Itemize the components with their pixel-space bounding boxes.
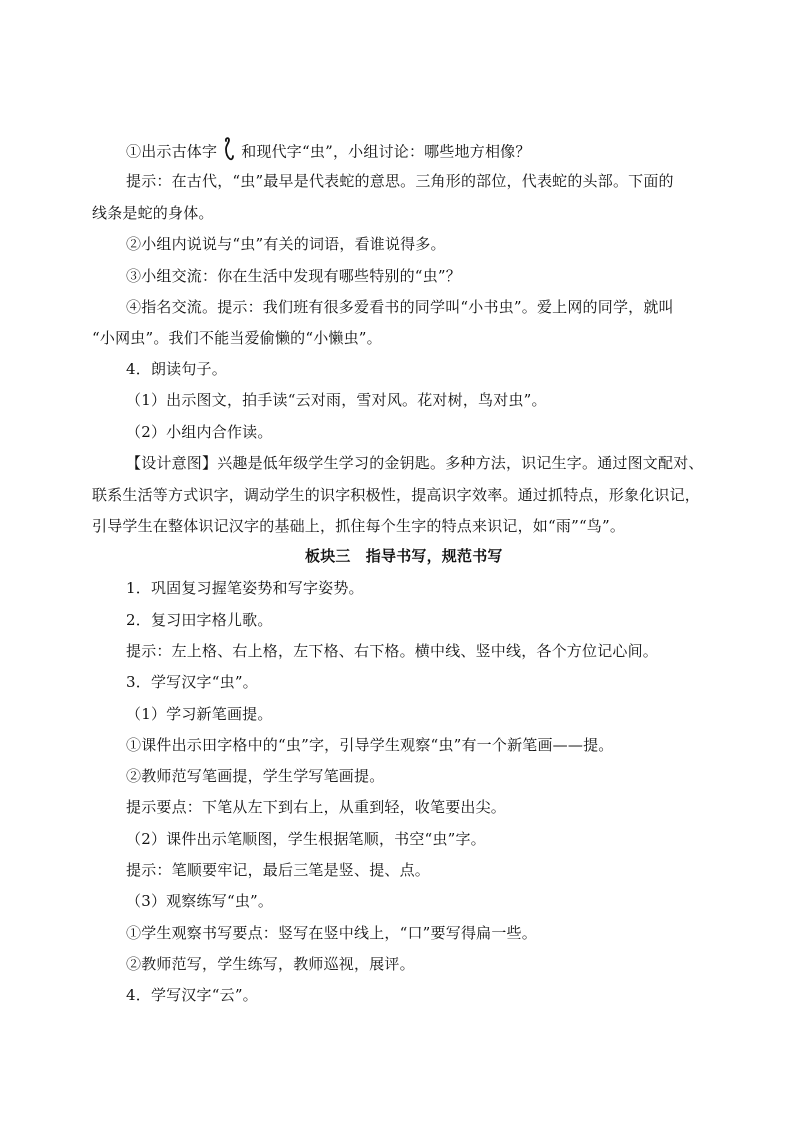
text-line: ②小组内说说与“虫”有关的词语，看谁说得多。 [126,235,446,253]
text-line: （1）出示图文，拍手读“云对雨，雪对风。花对树，鸟对虫”。 [126,391,547,409]
design-intent-line: 【设计意图】兴趣是低年级学生学习的金钥匙。多种方法，识记生字。通过图文配对、 [126,454,704,472]
text-line: （3）观察练写“虫”。 [126,892,274,910]
text-line-ancient-char [126,137,531,168]
text-line: 线条是蛇的身体。 [92,204,214,222]
text-line: （1）学习新笔画提。 [126,705,273,723]
text-line: ②教师范写，学生练写，教师巡视，展评。 [126,955,415,973]
text-line: 提示要点：下笔从左下到右上，从重到轻，收笔要出尖。 [126,798,507,816]
ancient-chong-glyph-icon [223,137,235,168]
text-line: ①学生观察书写要点：竖写在竖中线上，“口”要写得扁一些。 [126,924,537,942]
text-line: ①课件出示田字格中的“虫”字，引导学生观察“虫”有一个新笔画——提。 [126,736,614,754]
text-line: 3．学写汉字“虫”。 [126,673,258,691]
text-line: 1．巩固复习握笔姿势和写字姿势。 [126,579,364,597]
text-line: （2）课件出示笔顺图，学生根据笔顺，书空“虫”字。 [126,830,486,848]
text-after-glyph: 和现代字“虫”，小组讨论：哪些地方相像？ [241,142,531,161]
design-intent-line: 引导学生在整体识记汉字的基础上，抓住每个生字的特点来识记，如“雨”“鸟”。 [92,517,626,535]
text-line: 提示：笔顺要牢记，最后三笔是竖、提、点。 [126,861,431,879]
text-line: （2）小组内合作读。 [126,423,273,441]
text-line: 4．朗读句子。 [126,360,227,378]
section-heading: 板块三 指导书写，规范书写 [305,547,503,565]
design-intent-line: 联系生活等方式识字，调动学生的识字积极性，提高识字效率。通过抓特点，形象化识记， [92,486,701,504]
text-line: 2．复习田字格儿歌。 [126,611,273,629]
text-line: ③小组交流：你在生活中发现有哪些特别的“虫”？ [126,267,461,285]
text-line: ②教师范写笔画提，学生学写笔画提。 [126,767,385,785]
text-line: 4．学写汉字“云”。 [126,986,258,1004]
text-before-glyph: ①出示古体字 [126,142,218,161]
text-line: “小网虫”。我们不能当爱偷懒的“小懒虫”。 [92,329,382,347]
text-line: 提示：左上格、右上格，左下格、右下格。横中线、竖中线，各个方位记心间。 [126,642,659,660]
text-line: ④指名交流。提示：我们班有很多爱看书的同学叫“小书虫”。爱上网的同学，就叫 [126,298,674,316]
text-line: 提示：在古代，“虫”最早是代表蛇的意思。三角形的部位，代表蛇的头部。下面的 [126,172,674,190]
